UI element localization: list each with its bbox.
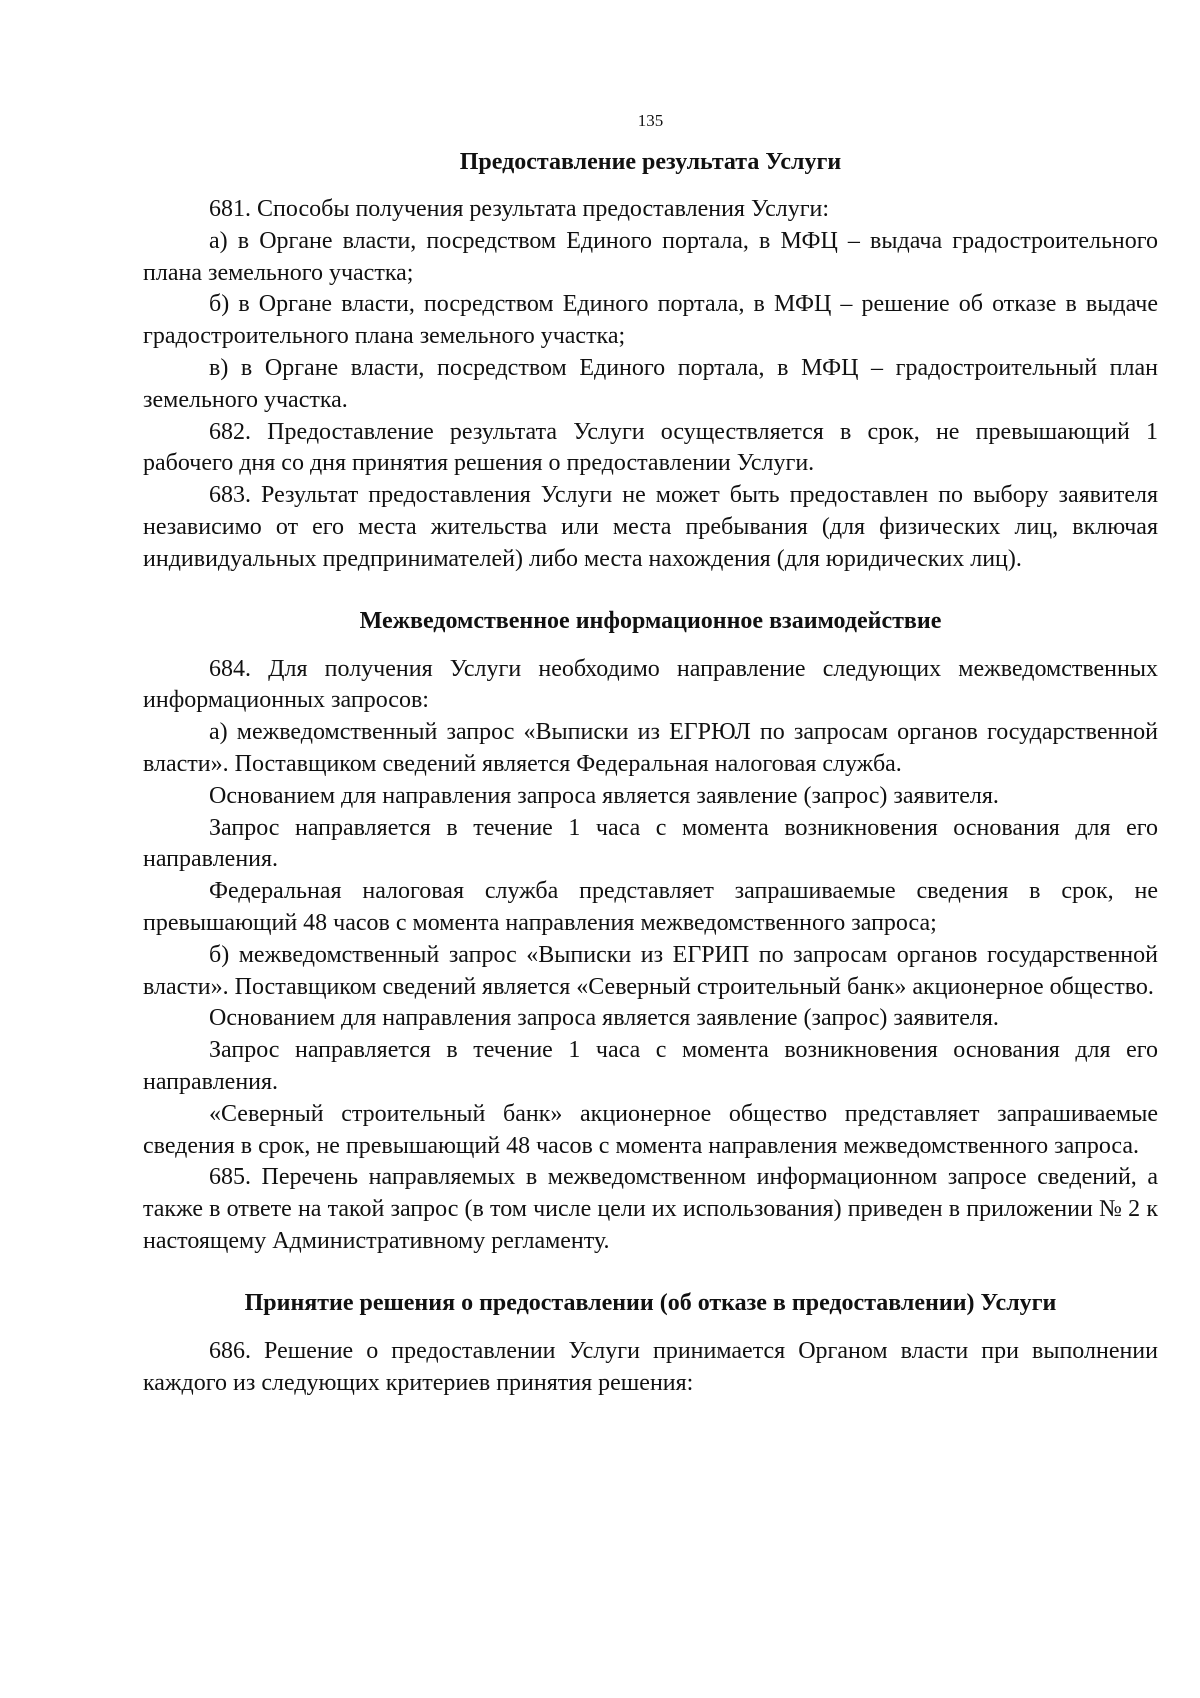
paragraph: 685. Перечень направляемых в межведомственном информационном запросе сведений, а также в ответе на такой запрос (в том числе цели их использования) приведен в приложении № 2 к настоящему Административному регламенту. — [143, 1164, 1158, 1254]
page-number: 135 — [637, 111, 664, 130]
paragraph: Запрос направляется в течение 1 часа с момента возникновения основания для его направления. — [143, 1037, 1158, 1095]
section-heading-interagency: Межведомственное информационное взаимодействие — [359, 607, 942, 634]
paragraph: Запрос направляется в течение 1 часа с момента возникновения основания для его направления. — [143, 814, 1158, 873]
paragraph: 681. Способы получения результата предоставления Услуги: — [209, 196, 830, 222]
paragraph: Основанием для направления запроса является заявление (запрос) заявителя. — [209, 1005, 999, 1032]
paragraph: 682. Предоставление результата Услуги осуществляется в срок, не превышающий 1 рабочего дня со дня принятия решения о предоставлении Услуги. — [143, 418, 1158, 477]
section-heading-result: Предоставление результата Услуги — [459, 149, 842, 175]
paragraph: 683. Результат предоставления Услуги не может быть предоставлен по выбору заявителя независимо от его места жительства или места пребывания (для физических лиц, включая индивидуальных предпринимателей) либо места нахождения (для юридических лиц). — [143, 482, 1158, 572]
document-page — [143, 108, 1158, 1399]
paragraph: а) в Органе власти, посредством Единого портала, в МФЦ – выдача градостроительного плана земельного участка; — [143, 227, 1158, 286]
paragraph: 686. Решение о предоставлении Услуги принимается Органом власти при выполнении каждого из следующих критериев принятия решения: — [143, 1337, 1158, 1396]
paragraph: «Северный строительный банк» акционерное общество представляет запрашиваемые сведения в срок, не превышающий 48 часов с момента направления межведомственного запроса. — [143, 1100, 1158, 1159]
paragraph: Федеральная налоговая служба представляет запрашиваемые сведения в срок, не превышающий 48 часов с момента направления межведомственного запроса; — [143, 878, 1158, 936]
paragraph: в) в Органе власти, посредством Единого портала, в МФЦ – градостроительный план земельного участка. — [143, 354, 1158, 413]
paragraph: Основанием для направления запроса является заявление (запрос) заявителя. — [209, 782, 999, 809]
paragraph: б) межведомственный запрос «Выписки из ЕГРИП по запросам органов государственной власти». Поставщиком сведений является «Северный строительный банк» акционерное общество. — [143, 941, 1158, 1000]
paragraph: а) межведомственный запрос «Выписки из ЕГРЮЛ по запросам органов государственной власти». Поставщиком сведений является Федеральная налоговая служба. — [143, 719, 1158, 777]
section-heading-decision: Принятие решения о предоставлении (об отказе в предоставлении) Услуги — [244, 1289, 1057, 1316]
paragraph: б) в Органе власти, посредством Единого портала, в МФЦ – решение об отказе в выдаче градостроительного плана земельного участка; — [143, 291, 1158, 350]
paragraph: 684. Для получения Услуги необходимо направление следующих межведомственных информационных запросов: — [143, 655, 1158, 714]
